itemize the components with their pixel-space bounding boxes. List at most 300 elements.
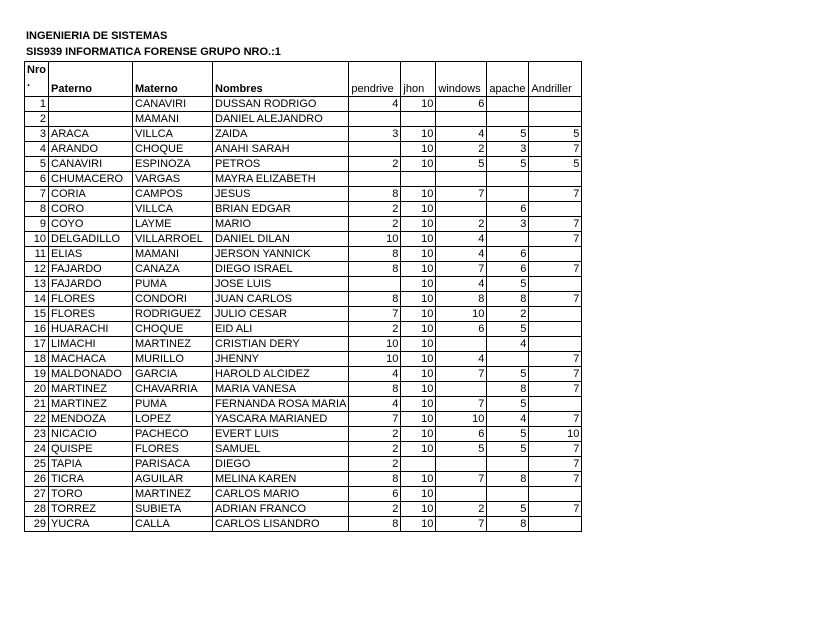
cell-paterno: LIMACHI — [49, 337, 133, 352]
table-row — [25, 472, 582, 487]
cell-materno: LAYME — [133, 217, 213, 232]
cell-pendrive — [349, 172, 401, 187]
cell-pendrive: 2 — [349, 427, 401, 442]
cell-apache: 5 — [487, 397, 529, 412]
cell-pendrive: 8 — [349, 472, 401, 487]
cell-nro: 8 — [25, 202, 49, 217]
cell-windows: 8 — [436, 292, 487, 307]
table-row — [25, 232, 582, 247]
cell-andriller: 7 — [529, 382, 582, 397]
cell-paterno: FLORES — [49, 307, 133, 322]
cell-paterno: MARTINEZ — [49, 397, 133, 412]
cell-paterno: TORREZ — [49, 502, 133, 517]
cell-nro: 15 — [25, 307, 49, 322]
cell-nro: 21 — [25, 397, 49, 412]
cell-jhon — [401, 172, 436, 187]
cell-andriller: 7 — [529, 412, 582, 427]
cell-nombres: PETROS — [213, 157, 349, 172]
table-row — [25, 247, 582, 262]
cell-nro: 10 — [25, 232, 49, 247]
table-row — [25, 97, 582, 112]
cell-nombres: CARLOS MARIO — [213, 487, 349, 502]
table-row — [25, 277, 582, 292]
cell-pendrive: 3 — [349, 127, 401, 142]
cell-materno: PACHECO — [133, 427, 213, 442]
cell-nombres: YASCARA MARIANED — [213, 412, 349, 427]
table-row — [25, 352, 582, 367]
cell-materno: PUMA — [133, 397, 213, 412]
cell-nro: 22 — [25, 412, 49, 427]
cell-materno: ESPINOZA — [133, 157, 213, 172]
cell-jhon: 10 — [401, 427, 436, 442]
header-windows: windows — [436, 62, 487, 97]
table-row — [25, 397, 582, 412]
cell-paterno: TAPIA — [49, 457, 133, 472]
cell-apache: 6 — [487, 202, 529, 217]
cell-jhon: 10 — [401, 262, 436, 277]
cell-jhon: 10 — [401, 187, 436, 202]
cell-windows — [436, 172, 487, 187]
cell-apache: 3 — [487, 217, 529, 232]
cell-materno: CANAZA — [133, 262, 213, 277]
cell-windows: 6 — [436, 97, 487, 112]
cell-apache: 5 — [487, 427, 529, 442]
cell-nombres: DIEGO — [213, 457, 349, 472]
cell-nro: 26 — [25, 472, 49, 487]
cell-paterno: MARTINEZ — [49, 382, 133, 397]
cell-andriller: 7 — [529, 367, 582, 382]
cell-nombres: JOSE LUIS — [213, 277, 349, 292]
cell-apache: 5 — [487, 367, 529, 382]
cell-jhon: 10 — [401, 337, 436, 352]
cell-materno: MARTINEZ — [133, 337, 213, 352]
cell-apache — [487, 172, 529, 187]
cell-andriller — [529, 487, 582, 502]
table-row — [25, 157, 582, 172]
cell-paterno: HUARACHI — [49, 322, 133, 337]
cell-nro: 14 — [25, 292, 49, 307]
table-row — [25, 172, 582, 187]
cell-nro: 9 — [25, 217, 49, 232]
cell-pendrive: 2 — [349, 157, 401, 172]
cell-windows — [436, 112, 487, 127]
cell-nombres: JHENNY — [213, 352, 349, 367]
cell-nombres: CARLOS LISANDRO — [213, 517, 349, 532]
cell-materno: CALLA — [133, 517, 213, 532]
cell-materno: CHAVARRIA — [133, 382, 213, 397]
cell-pendrive: 2 — [349, 217, 401, 232]
cell-windows: 4 — [436, 277, 487, 292]
cell-nro: 4 — [25, 142, 49, 157]
cell-materno: VILLCA — [133, 202, 213, 217]
table-row — [25, 292, 582, 307]
cell-andriller: 7 — [529, 217, 582, 232]
cell-paterno: MENDOZA — [49, 412, 133, 427]
cell-nombres: MELINA KAREN — [213, 472, 349, 487]
cell-materno: LOPEZ — [133, 412, 213, 427]
table-row — [25, 382, 582, 397]
cell-nro: 1 — [25, 97, 49, 112]
cell-paterno — [49, 112, 133, 127]
cell-windows: 7 — [436, 187, 487, 202]
table-row — [25, 502, 582, 517]
header-apache: apache — [487, 62, 529, 97]
cell-nombres: ADRIAN FRANCO — [213, 502, 349, 517]
cell-andriller: 7 — [529, 142, 582, 157]
cell-paterno: NICACIO — [49, 427, 133, 442]
table-row — [25, 367, 582, 382]
cell-andriller — [529, 97, 582, 112]
cell-nombres: FERNANDA ROSA MARIA — [213, 397, 349, 412]
cell-jhon: 10 — [401, 232, 436, 247]
cell-jhon: 10 — [401, 472, 436, 487]
cell-windows: 10 — [436, 307, 487, 322]
cell-apache — [487, 187, 529, 202]
cell-andriller — [529, 517, 582, 532]
cell-materno: PARISACA — [133, 457, 213, 472]
cell-pendrive — [349, 112, 401, 127]
cell-materno: CONDORI — [133, 292, 213, 307]
cell-nro: 2 — [25, 112, 49, 127]
cell-windows: 7 — [436, 472, 487, 487]
cell-materno: VILLCA — [133, 127, 213, 142]
cell-andriller — [529, 202, 582, 217]
cell-andriller: 5 — [529, 127, 582, 142]
cell-pendrive: 10 — [349, 232, 401, 247]
cell-jhon — [401, 457, 436, 472]
cell-materno: GARCIA — [133, 367, 213, 382]
cell-windows: 2 — [436, 217, 487, 232]
cell-nombres: DANIEL ALEJANDRO — [213, 112, 349, 127]
cell-andriller — [529, 307, 582, 322]
cell-apache — [487, 232, 529, 247]
table-row — [25, 457, 582, 472]
cell-pendrive: 7 — [349, 412, 401, 427]
cell-windows: 4 — [436, 352, 487, 367]
cell-paterno: ARACA — [49, 127, 133, 142]
cell-apache: 5 — [487, 322, 529, 337]
cell-nro: 11 — [25, 247, 49, 262]
cell-paterno: CHUMACERO — [49, 172, 133, 187]
cell-apache: 6 — [487, 247, 529, 262]
cell-windows — [436, 457, 487, 472]
cell-pendrive: 6 — [349, 487, 401, 502]
header-nro-line2: . — [27, 77, 31, 89]
cell-nro: 7 — [25, 187, 49, 202]
cell-andriller: 5 — [529, 157, 582, 172]
cell-materno: CHOQUE — [133, 322, 213, 337]
cell-nro: 12 — [25, 262, 49, 277]
cell-nro: 27 — [25, 487, 49, 502]
cell-windows — [436, 202, 487, 217]
cell-pendrive: 4 — [349, 367, 401, 382]
cell-paterno: ARANDO — [49, 142, 133, 157]
cell-nombres: MAYRA ELIZABETH — [213, 172, 349, 187]
cell-jhon: 10 — [401, 127, 436, 142]
cell-pendrive — [349, 142, 401, 157]
cell-paterno: FLORES — [49, 292, 133, 307]
cell-materno: CHOQUE — [133, 142, 213, 157]
cell-jhon — [401, 112, 436, 127]
cell-nombres: SAMUEL — [213, 442, 349, 457]
cell-nro: 20 — [25, 382, 49, 397]
table-row — [25, 427, 582, 442]
cell-nombres: BRIAN EDGAR — [213, 202, 349, 217]
cell-andriller: 7 — [529, 442, 582, 457]
table-row — [25, 217, 582, 232]
cell-jhon: 10 — [401, 382, 436, 397]
cell-apache: 2 — [487, 307, 529, 322]
header-jhon: jhon — [401, 62, 436, 97]
header-nombres: Nombres — [213, 62, 349, 97]
cell-nombres: MARIO — [213, 217, 349, 232]
cell-jhon: 10 — [401, 97, 436, 112]
cell-nombres: JULIO CESAR — [213, 307, 349, 322]
cell-materno: VARGAS — [133, 172, 213, 187]
cell-andriller — [529, 112, 582, 127]
cell-jhon: 10 — [401, 247, 436, 262]
cell-nombres: ZAIDA — [213, 127, 349, 142]
cell-nombres: CRISTIAN DERY — [213, 337, 349, 352]
cell-apache: 8 — [487, 517, 529, 532]
cell-apache — [487, 112, 529, 127]
cell-windows: 7 — [436, 517, 487, 532]
cell-pendrive: 8 — [349, 247, 401, 262]
cell-windows: 5 — [436, 442, 487, 457]
cell-nro: 17 — [25, 337, 49, 352]
cell-paterno: FAJARDO — [49, 262, 133, 277]
cell-paterno: ELIAS — [49, 247, 133, 262]
cell-apache: 4 — [487, 337, 529, 352]
cell-andriller: 7 — [529, 262, 582, 277]
cell-pendrive: 8 — [349, 382, 401, 397]
cell-andriller: 7 — [529, 502, 582, 517]
header-pendrive: pendrive — [349, 62, 401, 97]
table-row — [25, 202, 582, 217]
cell-apache — [487, 487, 529, 502]
cell-pendrive: 10 — [349, 337, 401, 352]
cell-pendrive: 8 — [349, 187, 401, 202]
cell-jhon: 10 — [401, 277, 436, 292]
cell-apache: 4 — [487, 412, 529, 427]
cell-paterno: CORO — [49, 202, 133, 217]
cell-andriller: 10 — [529, 427, 582, 442]
cell-andriller: 7 — [529, 472, 582, 487]
cell-jhon: 10 — [401, 487, 436, 502]
cell-jhon: 10 — [401, 397, 436, 412]
cell-materno: CAMPOS — [133, 187, 213, 202]
cell-windows — [436, 337, 487, 352]
cell-apache: 8 — [487, 292, 529, 307]
cell-apache — [487, 97, 529, 112]
cell-windows: 7 — [436, 397, 487, 412]
table-row — [25, 112, 582, 127]
cell-apache — [487, 457, 529, 472]
cell-jhon: 10 — [401, 142, 436, 157]
cell-windows: 4 — [436, 232, 487, 247]
cell-windows: 4 — [436, 127, 487, 142]
cell-windows: 2 — [436, 142, 487, 157]
cell-windows: 7 — [436, 262, 487, 277]
cell-nro: 5 — [25, 157, 49, 172]
cell-nombres: EVERT LUIS — [213, 427, 349, 442]
cell-andriller — [529, 172, 582, 187]
cell-nombres: JESUS — [213, 187, 349, 202]
cell-andriller: 7 — [529, 187, 582, 202]
table-row — [25, 262, 582, 277]
cell-materno: RODRIGUEZ — [133, 307, 213, 322]
cell-paterno: TORO — [49, 487, 133, 502]
table-row — [25, 442, 582, 457]
cell-apache — [487, 352, 529, 367]
table-row — [25, 412, 582, 427]
cell-materno: VILLARROEL — [133, 232, 213, 247]
cell-apache: 5 — [487, 277, 529, 292]
cell-nro: 13 — [25, 277, 49, 292]
cell-jhon: 10 — [401, 442, 436, 457]
cell-windows: 4 — [436, 247, 487, 262]
cell-nro: 28 — [25, 502, 49, 517]
cell-paterno: YUCRA — [49, 517, 133, 532]
cell-nro: 29 — [25, 517, 49, 532]
cell-pendrive: 2 — [349, 442, 401, 457]
cell-paterno: FAJARDO — [49, 277, 133, 292]
cell-materno: MAMANI — [133, 112, 213, 127]
cell-materno: CANAVIRI — [133, 97, 213, 112]
header-nro — [25, 62, 49, 97]
cell-windows: 7 — [436, 367, 487, 382]
cell-windows: 5 — [436, 157, 487, 172]
cell-apache: 6 — [487, 262, 529, 277]
cell-pendrive: 2 — [349, 202, 401, 217]
cell-nro: 24 — [25, 442, 49, 457]
cell-materno: FLORES — [133, 442, 213, 457]
cell-nombres: DANIEL DILAN — [213, 232, 349, 247]
cell-jhon: 10 — [401, 202, 436, 217]
table-row — [25, 307, 582, 322]
cell-nombres: DUSSAN RODRIGO — [213, 97, 349, 112]
cell-paterno — [49, 97, 133, 112]
cell-paterno: CANAVIRI — [49, 157, 133, 172]
cell-andriller: 7 — [529, 457, 582, 472]
cell-jhon: 10 — [401, 517, 436, 532]
cell-windows: 6 — [436, 427, 487, 442]
cell-materno: SUBIETA — [133, 502, 213, 517]
cell-materno: MARTINEZ — [133, 487, 213, 502]
cell-nro: 23 — [25, 427, 49, 442]
cell-jhon: 10 — [401, 322, 436, 337]
cell-paterno: DELGADILLO — [49, 232, 133, 247]
table-body — [25, 97, 582, 532]
cell-windows — [436, 382, 487, 397]
cell-jhon: 10 — [401, 292, 436, 307]
cell-pendrive: 8 — [349, 517, 401, 532]
cell-nombres: MARIA VANESA — [213, 382, 349, 397]
table-row — [25, 487, 582, 502]
cell-pendrive: 4 — [349, 97, 401, 112]
cell-nombres: EID ALI — [213, 322, 349, 337]
cell-paterno: COYO — [49, 217, 133, 232]
table-row — [25, 142, 582, 157]
cell-materno: MURILLO — [133, 352, 213, 367]
cell-jhon: 10 — [401, 157, 436, 172]
cell-nombres: HAROLD ALCIDEZ — [213, 367, 349, 382]
cell-jhon: 10 — [401, 217, 436, 232]
cell-apache: 5 — [487, 127, 529, 142]
cell-windows — [436, 487, 487, 502]
cell-pendrive: 2 — [349, 502, 401, 517]
cell-paterno: MACHACA — [49, 352, 133, 367]
cell-andriller — [529, 247, 582, 262]
document-subtitle: SIS939 INFORMATICA FORENSE GRUPO NRO.:1 — [26, 46, 281, 58]
cell-paterno: QUISPE — [49, 442, 133, 457]
cell-apache: 5 — [487, 442, 529, 457]
cell-nro: 3 — [25, 127, 49, 142]
cell-jhon: 10 — [401, 307, 436, 322]
cell-nombres: ANAHI SARAH — [213, 142, 349, 157]
cell-windows: 6 — [436, 322, 487, 337]
cell-andriller — [529, 397, 582, 412]
cell-apache: 5 — [487, 502, 529, 517]
table-row — [25, 322, 582, 337]
cell-pendrive: 7 — [349, 307, 401, 322]
cell-jhon: 10 — [401, 352, 436, 367]
cell-andriller: 7 — [529, 292, 582, 307]
header-nro-line1: Nro — [27, 64, 46, 76]
cell-nombres: JERSON YANNICK — [213, 247, 349, 262]
header-row — [25, 62, 582, 97]
cell-paterno: TICRA — [49, 472, 133, 487]
table-row — [25, 187, 582, 202]
cell-jhon: 10 — [401, 412, 436, 427]
cell-nombres: JUAN CARLOS — [213, 292, 349, 307]
cell-nro: 19 — [25, 367, 49, 382]
header-andriller: Andriller — [529, 62, 582, 97]
cell-jhon: 10 — [401, 367, 436, 382]
cell-pendrive: 2 — [349, 322, 401, 337]
cell-nro: 16 — [25, 322, 49, 337]
header-materno: Materno — [133, 62, 213, 97]
header-paterno: Paterno — [49, 62, 133, 97]
cell-apache: 8 — [487, 382, 529, 397]
cell-paterno: MALDONADO — [49, 367, 133, 382]
cell-windows: 10 — [436, 412, 487, 427]
document-title: INGENIERIA DE SISTEMAS — [26, 30, 168, 42]
cell-pendrive — [349, 277, 401, 292]
cell-pendrive: 4 — [349, 397, 401, 412]
cell-nro: 25 — [25, 457, 49, 472]
cell-andriller: 7 — [529, 232, 582, 247]
cell-pendrive: 10 — [349, 352, 401, 367]
cell-windows: 2 — [436, 502, 487, 517]
cell-materno: AGUILAR — [133, 472, 213, 487]
grades-table — [24, 61, 582, 532]
cell-apache: 5 — [487, 157, 529, 172]
cell-pendrive: 8 — [349, 292, 401, 307]
cell-paterno: CORIA — [49, 187, 133, 202]
cell-andriller — [529, 277, 582, 292]
cell-apache: 3 — [487, 142, 529, 157]
cell-pendrive: 2 — [349, 457, 401, 472]
cell-andriller — [529, 322, 582, 337]
cell-jhon: 10 — [401, 502, 436, 517]
cell-nro: 18 — [25, 352, 49, 367]
table-row — [25, 127, 582, 142]
cell-nombres: DIEGO ISRAEL — [213, 262, 349, 277]
cell-materno: PUMA — [133, 277, 213, 292]
cell-apache: 8 — [487, 472, 529, 487]
cell-andriller — [529, 337, 582, 352]
